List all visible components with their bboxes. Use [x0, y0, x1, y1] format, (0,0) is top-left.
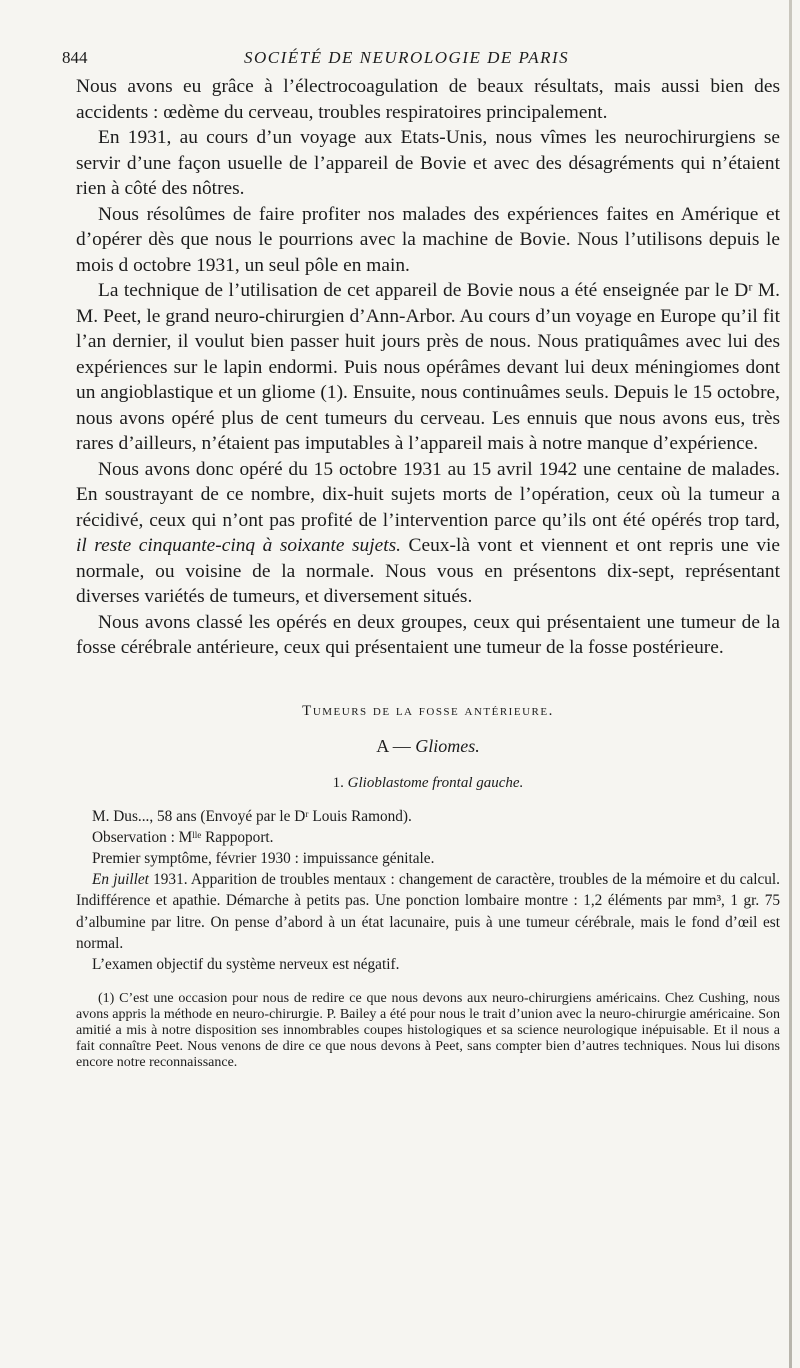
running-head: [62, 44, 780, 74]
case-line: M. Dus..., 58 ans (Envoyé par le Dʳ Louis Ramond).: [92, 807, 412, 825]
case-paragraph: [76, 869, 780, 954]
text-run: Ceux-là vont et viennent et ont repris une vie normale, ou voisine de la normale. Nous vous en présentons dix-sept, représentant diverses variétés de tumeurs, et diversement situés.: [76, 535, 781, 607]
page-number: 844: [62, 48, 88, 67]
body-text: [76, 74, 780, 661]
case-number: 1.: [332, 774, 348, 791]
paragraph: [76, 457, 780, 610]
subsection-label: A —: [376, 735, 416, 756]
case-title: [76, 775, 780, 792]
text-run: Nous avons donc opéré du 15 octobre 1931 au 15 avril 1942 une centaine de malades. En soustrayant de ce nombre, dix-huit sujets morts de l’opération, ceux où la tumeur a récidivé, ceux qui n’ont pas profité de l’intervention parce qu’ils ont été opérés trop tard,: [76, 458, 780, 531]
section-heading: Tumeurs de la fosse antérieure.: [302, 702, 554, 719]
text-run: 1931. Apparition de troubles mentaux : changement de caractère, troubles de la mémoire et du calcul. Indifférence et apathie. Démarche à petits pas. Une ponction lombaire montre : 1,2 éléments par mm³, 1 gr. 75 d’albumine par litre. On pense d’abord à un état lacunaire, puis à une tumeur cérébrale, mais le fond d’œil est normal.: [76, 871, 780, 952]
footnote-text: (1) C’est une occasion pour nous de redire ce que nous devons aux neuro-chirurgiens américains. Chez Cushing, nous avons appris la méthode en neuro-chirurgie. P. Bailey a été pour nous le trait d’union avec la neuro-chirurgie américaine. Son amitié a mis à notre disposition ses innombrables coupes histologiques et sa science neurologique inépuisable. Et il nous a fait connaître Peet. Nous venons de dire ce que nous devons à Peet, sans compter bien d’autres techniques. Nous lui disons encore notre reconnaissance.: [76, 991, 780, 1071]
paragraph: La technique de l’utilisation de cet appareil de Bovie nous a été enseignée par le Dʳ M. M. Peet, le grand neuro-chirurgien d’Ann-Arbor. Au cours d’un voyage en Europe qu’il fit l’an dernier, il voulut bien passer huit jours près de nous. Nous pratiquâmes avec lui des expériences sur le lapin endormi. Puis nous opérâmes devant lui deux méningiomes dont un angioblastique et un gliome (1). Ensuite, nous continuâmes seuls. Depuis le 15 octobre, nous avons opéré plus de cent tumeurs du cerveau. Les ennuis que nous avons eus, très rares d’ailleurs, n’étaient pas imputables à l’appareil mais à notre manque d’expérience.: [76, 280, 780, 454]
journal-title: SOCIÉTÉ DE NEUROLOGIE DE PARIS: [244, 48, 570, 67]
page: [62, 44, 781, 1071]
paragraph: En 1931, au cours d’un voyage aux Etats-Unis, nous vîmes les neurochirurgiens se servir d’une façon usuelle de l’appareil de Bovie et avec des désagréments qui n’étaient rien à côté des nôtres.: [76, 127, 780, 199]
italic-run: il reste cinquante-cinq à soixante sujets.: [76, 535, 402, 556]
paragraph: Nous avons eu grâce à l’électrocoagulation de beaux résultats, mais aussi bien des accidents : œdème du cerveau, troubles respiratoires principalement.: [76, 76, 780, 123]
subsection-heading: [76, 736, 780, 757]
page-edge-shadow: [789, 0, 792, 1368]
paragraph: Nous résolûmes de faire profiter nos malades des expériences faites en Amérique et d’opérer dès que nous le pourrions avec la machine de Bovie. Nous l’utilisons depuis le mois d octobre 1931, un seul pôle en main.: [76, 203, 780, 276]
footnote: [76, 991, 780, 1071]
case-line: Premier symptôme, février 1930 : impuissance génitale.: [92, 849, 435, 867]
case-body: [76, 806, 780, 976]
subsection-title: Gliomes.: [415, 735, 480, 756]
paragraph: Nous avons classé les opérés en deux groupes, ceux qui présentaient une tumeur de la fosse cérébrale antérieure, ceux qui présentaient une tumeur de la fosse postérieure.: [76, 611, 780, 658]
case-line: Observation : Mˡˡᵉ Rappoport.: [92, 828, 274, 846]
case-title-text: Glioblastome frontal gauche.: [347, 774, 524, 791]
italic-run: En juillet: [92, 871, 149, 889]
case-line: L’examen objectif du système nerveux est négatif.: [92, 955, 400, 973]
